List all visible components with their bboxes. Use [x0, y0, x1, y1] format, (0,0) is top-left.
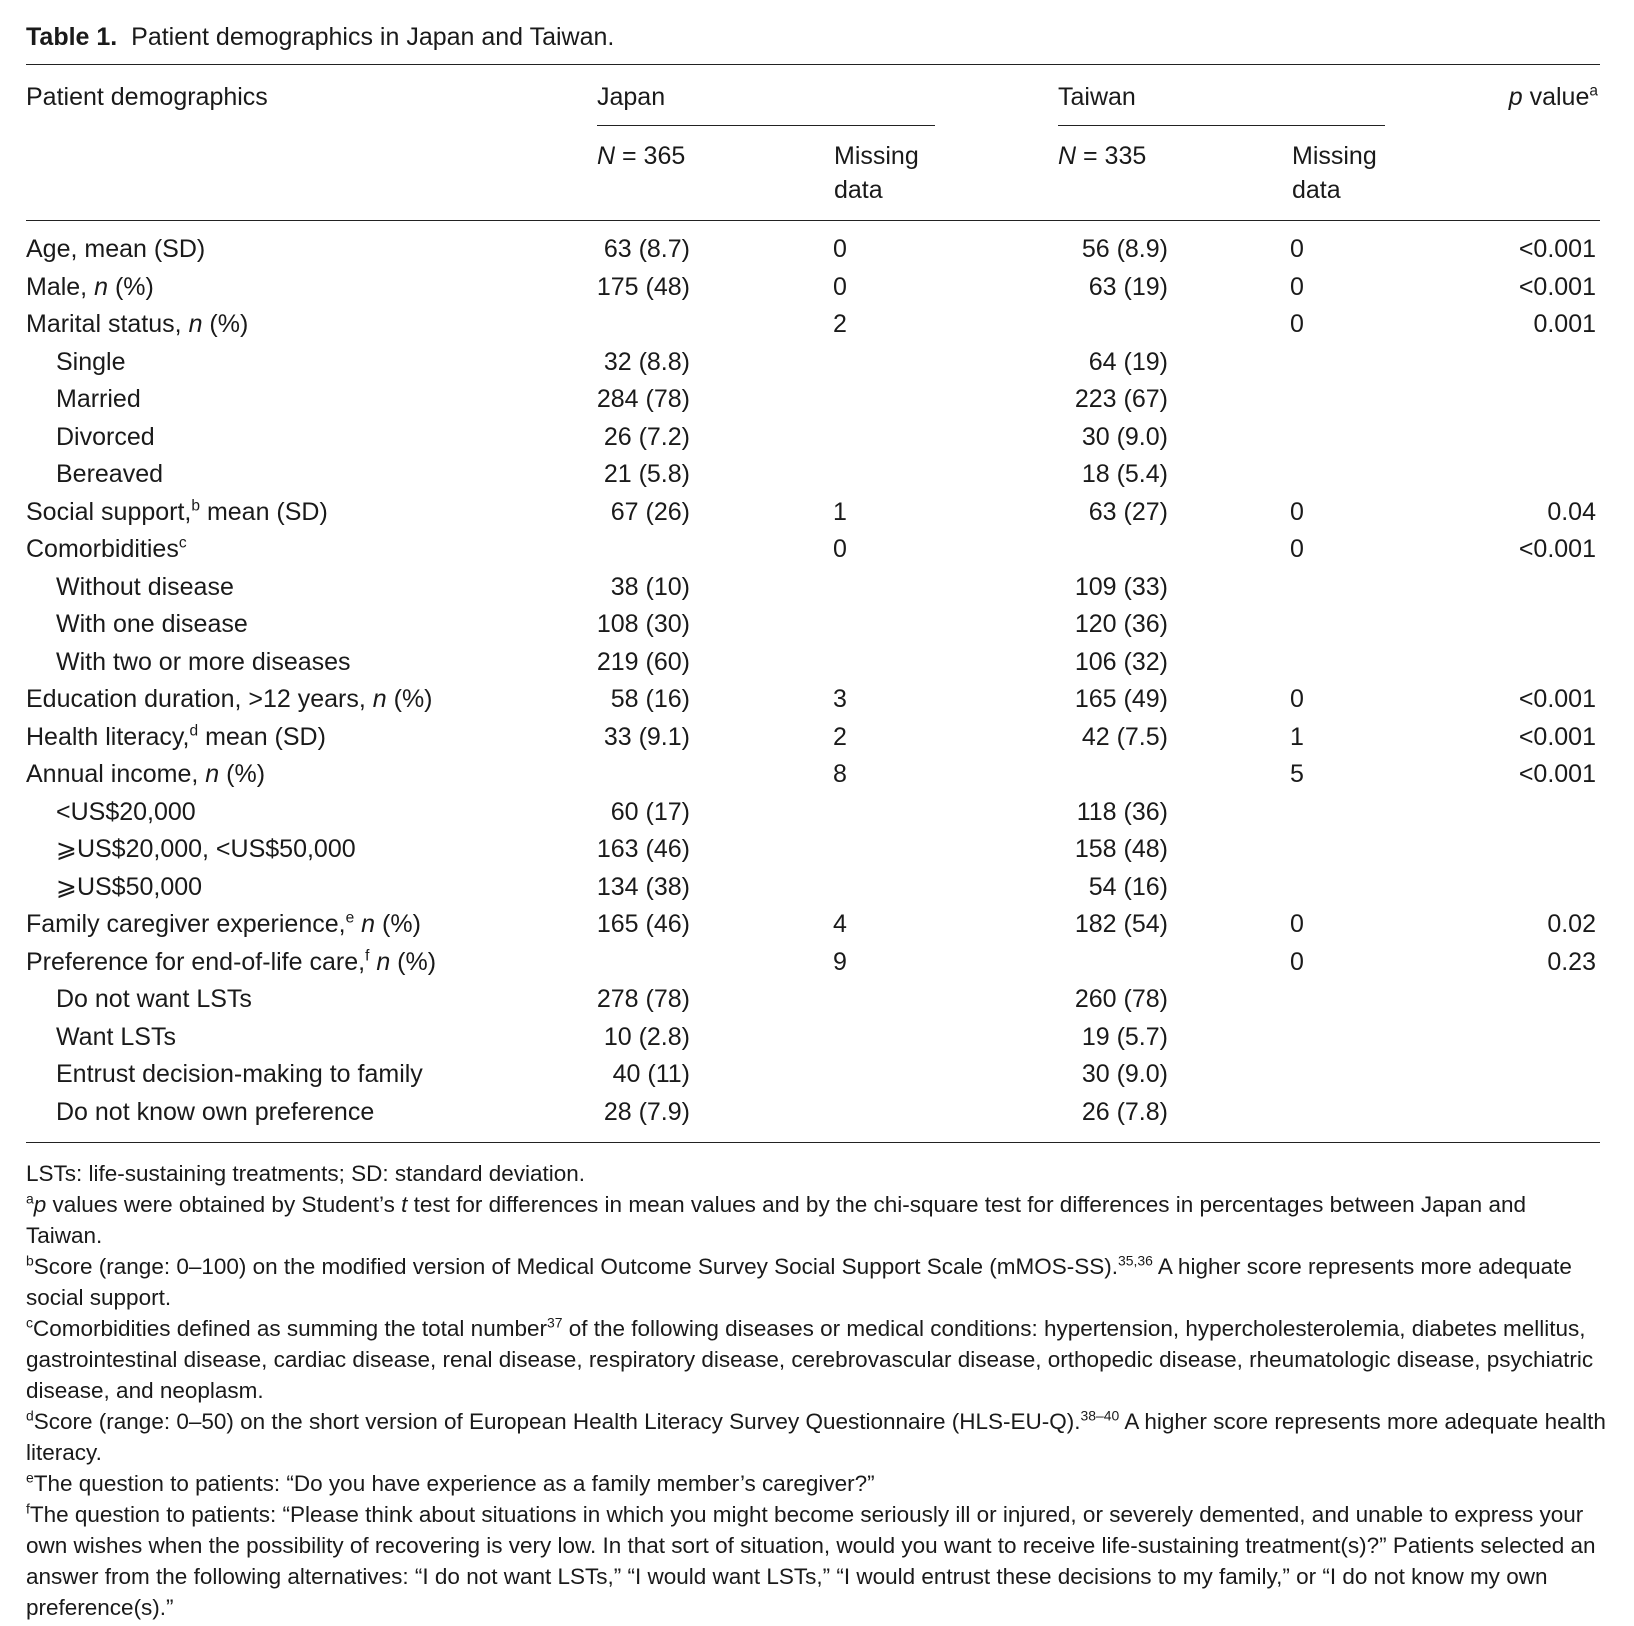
japan-value: 108 (30) — [596, 610, 690, 638]
table-row — [0, 456, 1634, 493]
taiwan-value: 64 (19) — [1088, 347, 1168, 376]
header-taiwan: Taiwan — [1058, 83, 1136, 111]
japan-value: 165 (46) — [596, 910, 690, 938]
japan-value: 33 (9.1) — [603, 722, 690, 751]
japan-value: 21 (5.8) — [603, 460, 690, 488]
taiwan-subrule — [1058, 125, 1385, 126]
taiwan-value: 165 (49) — [1074, 685, 1168, 713]
p-value: 0.001 — [1533, 310, 1596, 338]
table-row — [0, 831, 1634, 868]
japan-missing: 2 — [833, 310, 847, 338]
japan-value: 163 (46) — [596, 835, 690, 863]
japan-missing: 1 — [833, 497, 847, 526]
footnote-f: $^f$The question to patients: “Please think about situations in which you might become seriously ill or injured, or severely demented, and unable to express your own wishes when the possibility of recovering is very low. In that sort of situation, would you want to receive life-sustaining treatment(s)?” Patients selected an answer from the following alternatives: “I do not want LSTs,” “I would want LSTs,” “I would entrust these decisions to my family,” or “I do not know my own preference(s).” — [26, 1500, 1596, 1620]
row-label: Without disease — [56, 572, 234, 601]
taiwan-value: 260 (78) — [1074, 985, 1168, 1013]
table-caption — [26, 20, 614, 54]
table-row — [0, 1019, 1634, 1056]
footnote-d: $^d$Score (range: 0–50) on the short version of European Health Literacy Survey Questionnaire (HLS-EU-Q).$^{38-40}$ A higher score represents more adequate health literacy. — [26, 1407, 1606, 1465]
footnote-a: $^a$p values were obtained by Student’s t test for differences in mean values and by the chi-square test for differences in percentages between Japan and Taiwan. — [26, 1190, 1526, 1248]
bottom-rule — [26, 1142, 1600, 1143]
p-value: <0.001 — [1518, 272, 1596, 301]
footnote-abbreviations: LSTs: life-sustaining treatments; SD: standard deviation. — [26, 1161, 586, 1186]
japan-value: 40 (11) — [612, 1060, 690, 1088]
table-row — [0, 644, 1634, 681]
header-patient-demographics: Patient demographics — [26, 83, 268, 111]
table-row — [0, 381, 1634, 418]
japan-value: 278 (78) — [596, 985, 690, 1013]
japan-value: 284 (78) — [596, 385, 690, 413]
header-p-value: p value$^a$ — [1508, 82, 1598, 111]
japan-missing: 9 — [833, 947, 847, 976]
row-label: Do not want LSTs — [56, 985, 252, 1013]
taiwan-value: 106 (32) — [1074, 647, 1168, 676]
table-row — [0, 344, 1634, 381]
japan-value: 32 (8.8) — [603, 347, 690, 376]
header-taiwan-missing: Missing data — [1292, 142, 1377, 204]
taiwan-missing: 1 — [1290, 722, 1304, 751]
header-taiwan-n: N = 335 — [1058, 142, 1147, 170]
footnote-b: $^b$Score (range: 0–100) on the modified version of Medical Outcome Survey Social Support Scale (mMOS-SS).$^{35,36}$ A higher score represents more adequate social support. — [26, 1252, 1572, 1310]
taiwan-missing: 0 — [1290, 272, 1304, 301]
taiwan-value: 56 (8.9) — [1081, 235, 1168, 263]
japan-value: 58 (16) — [610, 685, 690, 713]
japan-value: 28 (7.9) — [603, 1097, 690, 1126]
taiwan-value: 18 (5.4) — [1081, 460, 1168, 488]
taiwan-value: 63 (19) — [1088, 272, 1168, 301]
row-label: Health literacy,$^d$ mean (SD) — [26, 722, 326, 751]
row-label: Entrust decision-making to family — [56, 1060, 423, 1088]
taiwan-value: 26 (7.8) — [1081, 1097, 1168, 1126]
row-label: ⩾US$20,000, <US$50,000 — [56, 835, 356, 863]
table-title: Patient demographics in Japan and Taiwan. — [131, 23, 615, 51]
taiwan-missing: 0 — [1290, 310, 1304, 338]
p-value: 0.02 — [1547, 910, 1596, 938]
table-row — [0, 981, 1634, 1018]
table-row — [0, 1056, 1634, 1093]
row-label: Comorbidities$^c$ — [26, 534, 187, 563]
table-row — [0, 569, 1634, 606]
japan-value: 38 (10) — [610, 572, 690, 601]
row-label: Single — [56, 347, 126, 376]
row-label: Male, n (%) — [26, 272, 154, 301]
row-label: Do not know own preference — [56, 1097, 375, 1126]
taiwan-value: 182 (54) — [1074, 910, 1168, 938]
taiwan-value: 63 (27) — [1088, 497, 1168, 526]
row-label: Education duration, >12 years, n (%) — [26, 685, 433, 713]
footnote-e: $^e$The question to patients: “Do you have experience as a family member’s caregiver?” — [26, 1469, 875, 1496]
japan-value: 26 (7.2) — [603, 422, 690, 451]
taiwan-missing: 5 — [1290, 760, 1304, 788]
japan-value: 63 (8.7) — [603, 235, 690, 263]
header-japan: Japan — [597, 83, 666, 111]
row-label: Family caregiver experience,$^e$ n (%) — [26, 909, 421, 938]
taiwan-missing: 0 — [1290, 235, 1304, 263]
table-row — [0, 944, 1634, 981]
japan-value: 60 (17) — [610, 797, 690, 826]
taiwan-value: 223 (67) — [1074, 385, 1168, 413]
taiwan-missing: 0 — [1290, 535, 1304, 563]
table-row — [0, 719, 1634, 756]
table-row — [0, 756, 1634, 793]
table-label: Table 1. — [26, 23, 118, 51]
japan-value: 10 (2.8) — [603, 1022, 690, 1051]
japan-missing: 0 — [833, 535, 847, 563]
japan-missing: 2 — [833, 722, 847, 751]
table-row — [0, 306, 1634, 343]
row-label: Age, mean (SD) — [26, 235, 206, 263]
table-row — [0, 494, 1634, 531]
japan-missing: 3 — [833, 685, 847, 713]
header-japan-n: N = 365 — [597, 142, 686, 170]
row-label: Marital status, n (%) — [26, 310, 249, 338]
table-row — [0, 419, 1634, 456]
table-row — [0, 231, 1634, 268]
taiwan-value: 54 (16) — [1088, 872, 1168, 901]
header-bottom-rule — [26, 220, 1600, 221]
taiwan-missing: 0 — [1290, 685, 1304, 713]
taiwan-value: 19 (5.7) — [1081, 1022, 1168, 1051]
taiwan-value: 120 (36) — [1074, 610, 1168, 638]
japan-value: 175 (48) — [596, 272, 690, 301]
table-row — [0, 906, 1634, 943]
taiwan-missing: 0 — [1290, 497, 1304, 526]
table-row — [0, 1094, 1634, 1131]
table-row — [0, 606, 1634, 643]
taiwan-value: 42 (7.5) — [1081, 722, 1168, 751]
row-label: Divorced — [56, 422, 155, 451]
top-rule — [26, 64, 1600, 65]
row-label: <US$20,000 — [56, 797, 196, 826]
taiwan-value: 158 (48) — [1074, 835, 1168, 863]
p-value: <0.001 — [1518, 685, 1596, 713]
japan-value: 67 (26) — [610, 497, 690, 526]
header-japan-missing: Missing data — [834, 142, 919, 204]
p-value: <0.001 — [1518, 760, 1596, 788]
p-value: 0.04 — [1547, 497, 1596, 526]
japan-value: 134 (38) — [596, 872, 690, 901]
row-label: With one disease — [56, 610, 248, 638]
row-label: Preference for end-of-life care,$^f$ n (%) — [26, 947, 437, 976]
taiwan-missing: 0 — [1290, 910, 1304, 938]
table-row — [0, 681, 1634, 718]
taiwan-value: 30 (9.0) — [1081, 422, 1168, 451]
p-value: 0.23 — [1547, 947, 1596, 976]
japan-value: 219 (60) — [596, 647, 690, 676]
taiwan-value: 118 (36) — [1076, 797, 1168, 826]
table-row — [0, 269, 1634, 306]
row-label: With two or more diseases — [56, 647, 351, 676]
row-label: Bereaved — [56, 460, 164, 488]
japan-missing: 4 — [833, 910, 847, 938]
taiwan-missing: 0 — [1290, 947, 1304, 976]
table-footnotes — [26, 1158, 1606, 1623]
row-label: Want LSTs — [56, 1022, 176, 1051]
table-row — [0, 869, 1634, 906]
p-value: <0.001 — [1518, 535, 1596, 563]
p-value: <0.001 — [1518, 235, 1596, 263]
row-label: ⩾US$50,000 — [56, 872, 203, 901]
footnote-c: $^c$Comorbidities defined as summing the total number$^{37}$ of the following diseases or medical conditions: hypertension, hypercholesterolemia, diabetes mellitus, gastrointestinal disease, cardiac disease, renal disease, respiratory disease, cerebrovascular disease, orthopedic disease, rheumatologic disease, psychiatric disease, and neoplasm. — [26, 1314, 1594, 1403]
table-row — [0, 531, 1634, 568]
taiwan-value: 109 (33) — [1074, 572, 1168, 601]
japan-missing: 8 — [833, 760, 847, 788]
japan-missing: 0 — [833, 272, 847, 301]
row-label: Married — [56, 385, 141, 413]
taiwan-value: 30 (9.0) — [1081, 1060, 1168, 1088]
japan-subrule — [597, 125, 935, 126]
p-value: <0.001 — [1518, 722, 1596, 751]
row-label: Annual income, n (%) — [26, 760, 266, 788]
row-label: Social support,$^b$ mean (SD) — [26, 497, 328, 526]
japan-missing: 0 — [833, 235, 847, 263]
table-row — [0, 794, 1634, 831]
